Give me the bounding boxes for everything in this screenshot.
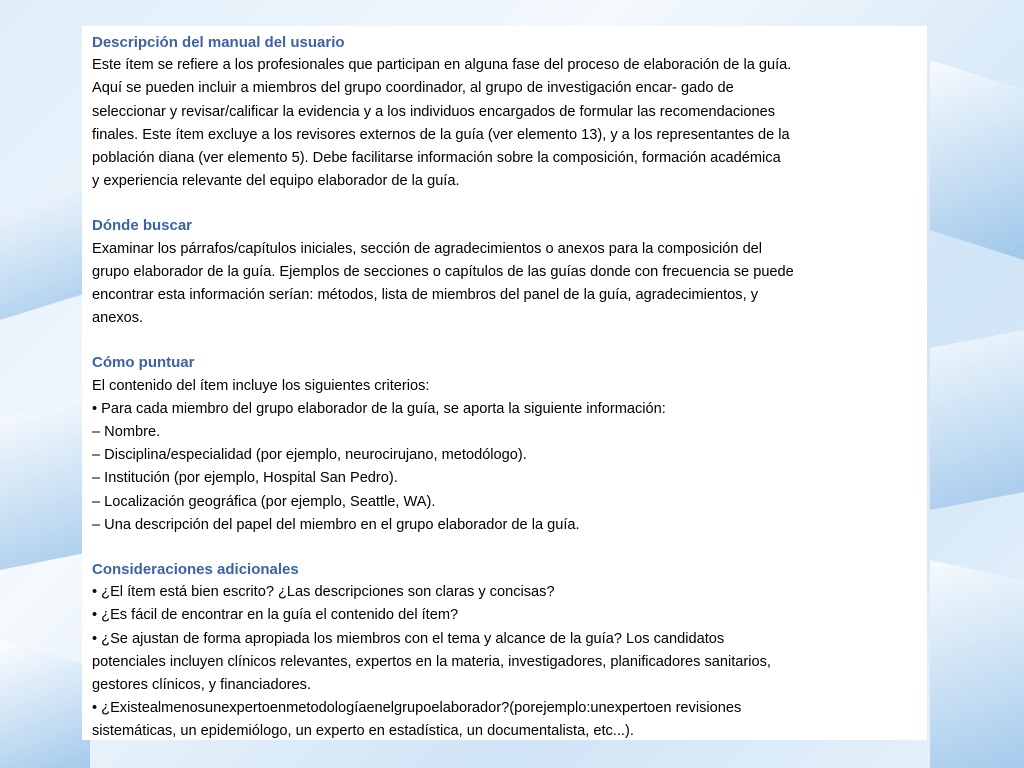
dash-item: – Localización geográfica (por ejemplo, Seattle, WA). bbox=[92, 493, 436, 510]
text-line: población diana (ver elemento 5). Debe facilitarse información sobre la composición, formación académica bbox=[92, 150, 781, 167]
background-cube bbox=[0, 180, 90, 320]
section-heading: Consideraciones adicionales bbox=[92, 561, 299, 579]
text-line: grupo elaborador de la guía. Ejemplos de secciones o capítulos de las guías donde con frecuencia se puede bbox=[92, 263, 794, 280]
bullet-item: • ¿El ítem está bien escrito? ¿Las descripciones son claras y concisas? bbox=[92, 584, 555, 601]
bullet-item: • ¿Es fácil de encontrar en la guía el contenido del ítem? bbox=[92, 607, 459, 624]
text-line: encontrar esta información serían: métodos, lista de miembros del panel de la guía, agradecimientos, y bbox=[92, 287, 758, 304]
section-donde-buscar bbox=[92, 214, 917, 330]
bullet-item: • ¿Se ajustan de forma apropiada los miembros con el tema y alcance de la guía? Los candidatos bbox=[92, 630, 725, 647]
bullet-item: • Para cada miembro del grupo elaborador de la guía, se aporta la siguiente información: bbox=[92, 400, 666, 417]
section-body bbox=[92, 54, 917, 193]
dash-item: – Nombre. bbox=[92, 424, 161, 441]
text-line: y experiencia relevante del equipo elaborador de la guía. bbox=[92, 173, 460, 190]
background-cube bbox=[0, 400, 85, 570]
dash-item: – Disciplina/especialidad (por ejemplo, neurocirujano, metodólogo). bbox=[92, 447, 527, 464]
section-consideraciones bbox=[92, 558, 917, 744]
section-descripcion bbox=[92, 31, 917, 193]
section-heading: Descripción del manual del usuario bbox=[92, 34, 345, 51]
section-body bbox=[92, 375, 917, 537]
text-line: anexos. bbox=[92, 310, 144, 327]
text-line: seleccionar y revisar/calificar la evidencia y a los individuos encargados de formular las recomendaciones bbox=[92, 103, 775, 120]
text-line: potenciales incluyen clínicos relevantes, expertos en la materia, investigadores, planificadores sanitarios, bbox=[92, 653, 771, 670]
dash-item: – Institución (por ejemplo, Hospital San Pedro). bbox=[92, 470, 398, 487]
text-line: finales. Este ítem excluye a los revisores externos de la guía (ver elemento 13), y a los representantes de la bbox=[92, 126, 790, 143]
background-cube bbox=[930, 560, 1024, 768]
background-cube bbox=[930, 60, 1024, 260]
bullet-item: • ¿Existealmenosunexpertoenmetodologíaenelgrupoelaborador?(porejemplo:unexpertoen revisiones bbox=[92, 700, 742, 717]
section-heading: Dónde buscar bbox=[92, 217, 193, 235]
section-body bbox=[92, 581, 917, 743]
text-line: sistemáticas, un epidemiólogo, un experto en estadística, un documentalista, etc...). bbox=[92, 723, 634, 740]
document-page bbox=[82, 26, 927, 740]
section-body bbox=[92, 238, 917, 331]
section-como-puntuar bbox=[92, 351, 917, 537]
text-line: gestores clínicos, y financiadores. bbox=[92, 677, 312, 694]
section-heading: Cómo puntuar bbox=[92, 354, 195, 372]
text-line: Este ítem se refiere a los profesionales que participan en alguna fase del proceso de elaboración de la guía. bbox=[92, 57, 792, 74]
dash-item: – Una descripción del papel del miembro en el grupo elaborador de la guía. bbox=[92, 516, 580, 533]
text-line: Aquí se pueden incluir a miembros del grupo coordinador, al grupo de investigación encar- gado de bbox=[92, 80, 734, 97]
background-cube bbox=[0, 640, 90, 768]
text-line: El contenido del ítem incluye los siguientes criterios: bbox=[92, 377, 430, 394]
background-cube bbox=[930, 330, 1024, 510]
text-line: Examinar los párrafos/capítulos iniciales, sección de agradecimientos o anexos para la composición del bbox=[92, 240, 763, 257]
